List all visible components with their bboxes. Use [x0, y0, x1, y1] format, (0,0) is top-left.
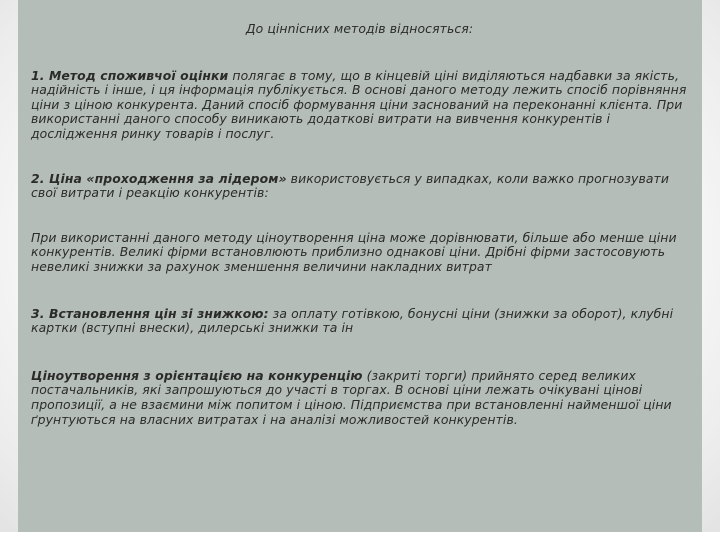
- section-text: за оплату готівкою, бонусні ціни (знижки за оборот), клубні картки (вступні внески), дилерські знижки та ін: [31, 305, 674, 336]
- section-lead: Ціноутворення з орієнтацією на конкуренцію: [31, 367, 363, 383]
- section-consumer-evaluation: [31, 69, 688, 142]
- section-lead: 3. Встановлення цін зі знижкою:: [31, 305, 269, 321]
- section-lead: 1. Метод споживчої оцінки: [31, 67, 229, 83]
- section-follow-leader-details: [31, 231, 688, 275]
- section-text: При використанні даного методу ціноутворення ціна може дорівнювати, більше або менше ціни конкурентів. Великі фірми встановлюють приблизно однакові ціни. Дрібні фірми застосовують невеликі знижки за рахунок зменшення величини накладних витрат: [31, 229, 677, 274]
- slide-heading: До цінnісних методів відносяться:: [245, 21, 474, 36]
- content-panel: [18, 0, 702, 532]
- section-discount-pricing: [31, 307, 688, 336]
- section-lead: 2. Ціна «проходження за лідером»: [31, 170, 287, 186]
- bottom-band: [0, 532, 720, 540]
- section-follow-leader: [31, 172, 688, 201]
- section-competition-pricing: [31, 369, 688, 427]
- section-text: використовується у випадках, коли важко прогнозувати свої витрати і реакцію конкурентів:: [31, 170, 670, 201]
- section-text: полягає в тому, що в кінцевій ціні виділяються надбавки за якість, надійність і інше, і ця інформація публікується. В основі даного методу лежить спосіб порівняння ціни з ціною конкурента. Даний спосіб формування ціни заснований на переконанні клієнта. При використанні даного способу виникають додаткові витрати на вивчення конкурентів і дослідження ринку товарів і послуг.: [31, 67, 687, 141]
- section-text: (закриті торги) прийнято серед великих постачальників, які запрошуються до участі в торгах. В основі ціни лежать очікувані цінові пропозиції, а не взаємини між попитом і ціною. Підприємства при встановленні найменшої ціни ґрунтуються на власних витратах і на аналізі можливостей конкурентів.: [31, 367, 672, 427]
